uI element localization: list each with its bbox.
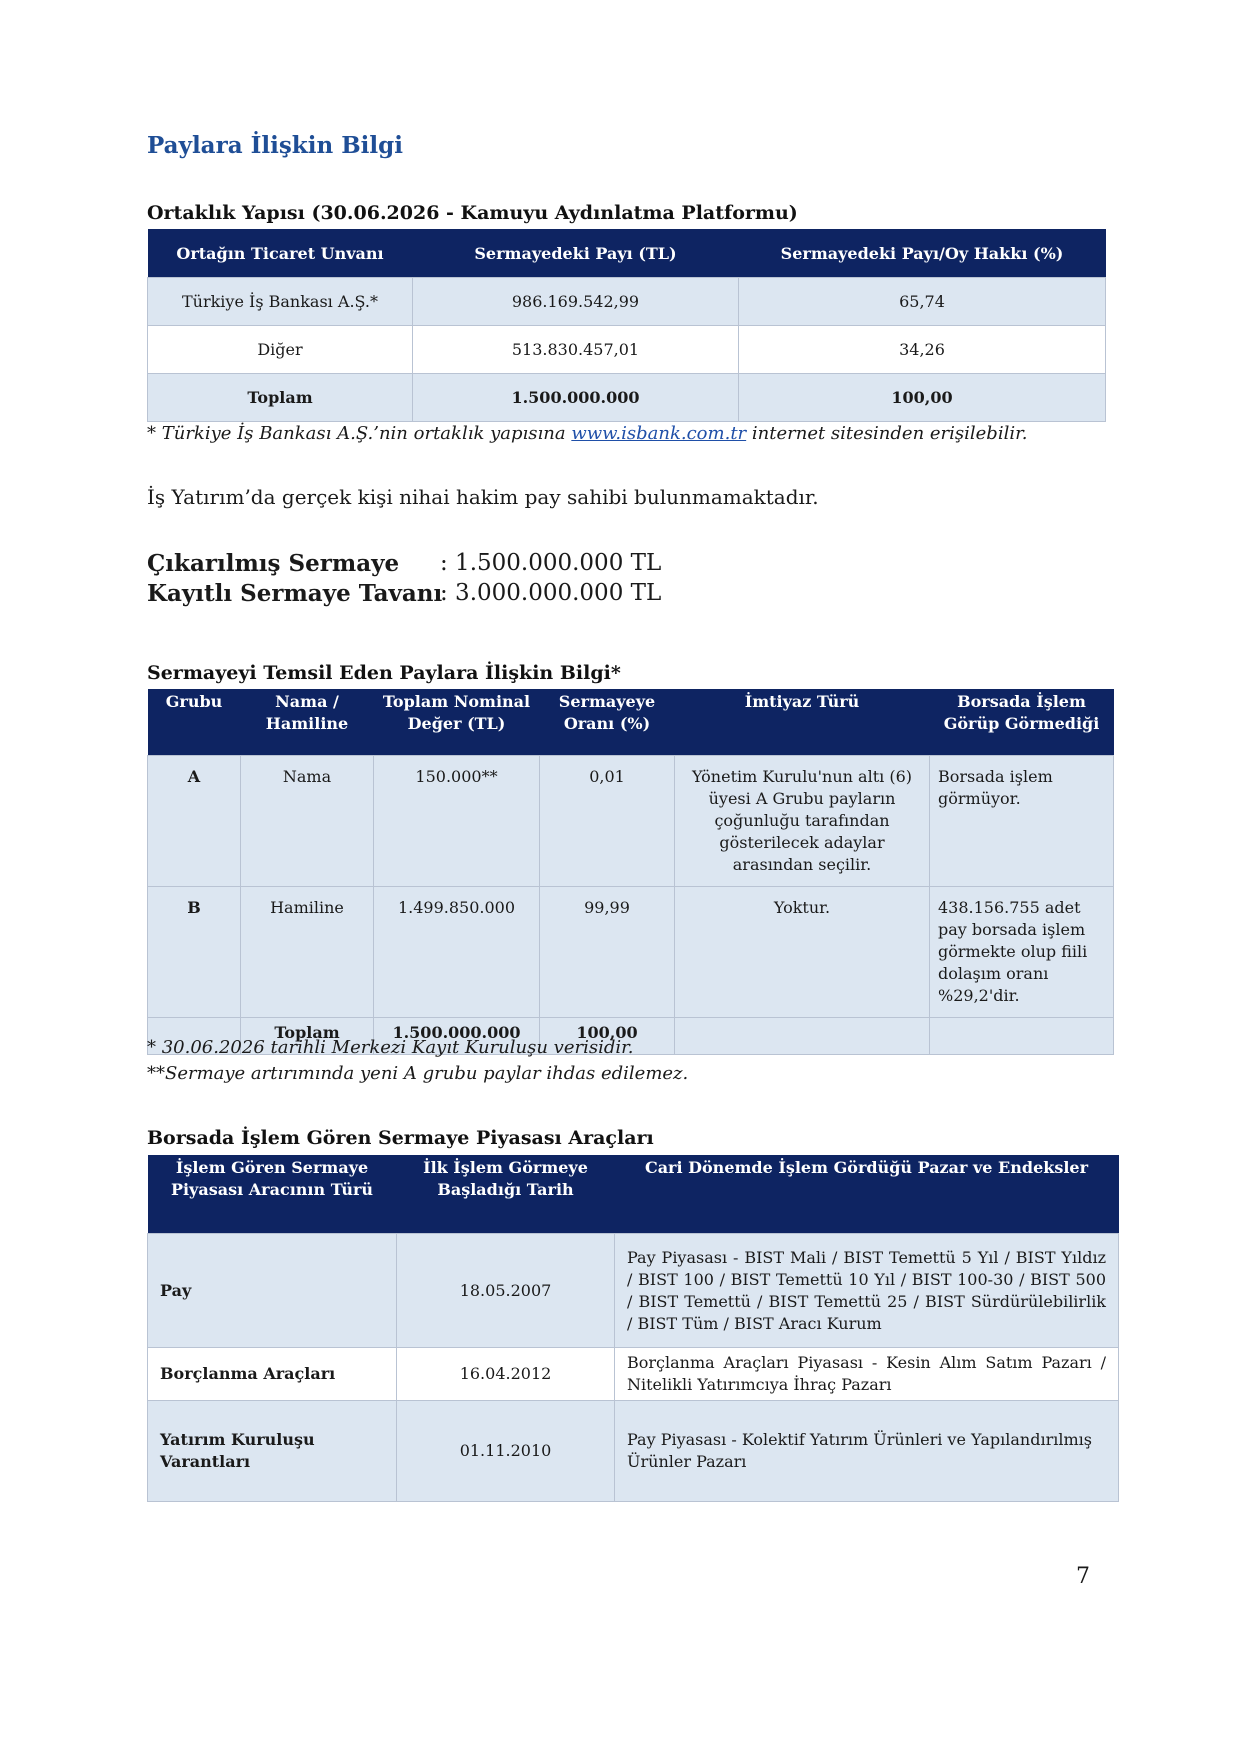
- table-cell: Borçlanma Araçları Piyasası - Kesin Alım Satım Pazarı / Nitelikli Yatırımcıya İhraç Pazarı: [615, 1348, 1119, 1401]
- column-header: İmtiyaz Türü: [675, 689, 930, 756]
- shares-table: [147, 689, 1114, 1055]
- column-header: Toplam Nominal Değer (TL): [374, 689, 540, 756]
- table-cell: 18.05.2007: [397, 1234, 615, 1348]
- issued-capital-label: Çıkarılmış Sermaye: [147, 550, 400, 577]
- table-cell: Borsada işlem görmüyor.: [930, 756, 1114, 887]
- table-cell: Hamiline: [241, 887, 374, 1018]
- registered-capital-label: Kayıtlı Sermaye Tavanı: [147, 580, 443, 607]
- table-cell: 65,74: [739, 278, 1106, 326]
- table-cell: [675, 1018, 930, 1055]
- table-row: [148, 1234, 1119, 1348]
- table-cell: B: [148, 887, 241, 1018]
- page-number: 7: [1076, 1564, 1090, 1589]
- table-header-row: [148, 229, 1106, 278]
- registered-capital-value: : 3.000.000.000 TL: [440, 580, 662, 606]
- table-cell: 100,00: [739, 374, 1106, 422]
- table-cell: 100,00: [540, 1018, 675, 1055]
- column-header: Grubu: [148, 689, 241, 756]
- table-cell: Pay Piyasası - BIST Mali / BIST Temettü 5 Yıl / BIST Yıldız / BIST 100 / BIST Temettü 10 Yıl / BIST 100-30 / BIST 500 / BIST Temettü / BIST Temettü 25 / BIST Sürdürülebilirlik / BIST Tüm / BIST Aracı Kurum: [615, 1234, 1119, 1348]
- table-row: [148, 326, 1106, 374]
- table-cell: 99,99: [540, 887, 675, 1018]
- table-cell: Nama: [241, 756, 374, 887]
- table-cell: 1.499.850.000: [374, 887, 540, 1018]
- table-cell: 438.156.755 adet pay borsada işlem görmekte olup fiili dolaşım oranı %29,2'dir.: [930, 887, 1114, 1018]
- table-header-row: [148, 689, 1114, 756]
- issued-capital-value: : 1.500.000.000 TL: [440, 550, 662, 576]
- table-cell: Yoktur.: [675, 887, 930, 1018]
- table-row: [148, 887, 1114, 1018]
- column-header: İşlem Gören Sermaye Piyasası Aracının Türü: [148, 1155, 397, 1234]
- isbank-link[interactable]: www.isbank.com.tr: [571, 423, 747, 444]
- column-header: Cari Dönemde İşlem Gördüğü Pazar ve Endeksler: [615, 1155, 1119, 1234]
- column-header: Ortağın Ticaret Unvanı: [148, 229, 413, 278]
- table-cell: [930, 1018, 1114, 1055]
- ownership-table: [147, 229, 1106, 422]
- note-text: internet sitesinden erişilebilir.: [751, 423, 1028, 444]
- shares-note-1: * 30.06.2026 tarihli Merkezi Kayıt Kuruluşu verisidir.: [147, 1037, 634, 1058]
- shares-note-2: **Sermaye artırımında yeni A grubu paylar ihdas edilemez.: [147, 1063, 689, 1084]
- table-cell: 01.11.2010: [397, 1401, 615, 1502]
- column-header: Sermayedeki Payı (TL): [413, 229, 739, 278]
- column-header: Sermayedeki Payı/Oy Hakkı (%): [739, 229, 1106, 278]
- note-text: * Türkiye İş Bankası A.Ş.’nin ortaklık yapısına: [147, 423, 566, 444]
- table-total-row: [148, 374, 1106, 422]
- table-cell: 1.500.000.000: [374, 1018, 540, 1055]
- table-cell: Türkiye İş Bankası A.Ş.*: [148, 278, 413, 326]
- instruments-table: [147, 1155, 1119, 1502]
- shares-title: Sermayeyi Temsil Eden Paylara İlişkin Bilgi*: [147, 662, 621, 684]
- column-header: Borsada İşlem Görüp Görmediği: [930, 689, 1114, 756]
- table-row: [148, 278, 1106, 326]
- table-row: [148, 756, 1114, 887]
- table-row: [148, 1348, 1119, 1401]
- ultimate-owner-statement: İş Yatırım’da gerçek kişi nihai hakim pay sahibi bulunmamaktadır.: [147, 485, 819, 509]
- table-cell: 150.000**: [374, 756, 540, 887]
- table-cell: Toplam: [148, 374, 413, 422]
- column-header: İlk İşlem Görmeye Başladığı Tarih: [397, 1155, 615, 1234]
- table-cell: Yatırım Kuruluşu Varantları: [148, 1401, 397, 1502]
- table-cell: 16.04.2012: [397, 1348, 615, 1401]
- ownership-title: Ortaklık Yapısı (30.06.2026 - Kamuyu Aydınlatma Platformu): [147, 202, 798, 224]
- column-header: Sermayeye Oranı (%): [540, 689, 675, 756]
- table-row: [148, 1401, 1119, 1502]
- table-cell: 1.500.000.000: [413, 374, 739, 422]
- table-cell: 0,01: [540, 756, 675, 887]
- table-cell: 986.169.542,99: [413, 278, 739, 326]
- table-cell: 34,26: [739, 326, 1106, 374]
- table-cell: Borçlanma Araçları: [148, 1348, 397, 1401]
- table-cell: A: [148, 756, 241, 887]
- table-cell: Toplam: [241, 1018, 374, 1055]
- column-header: Nama / Hamiline: [241, 689, 374, 756]
- table-cell: Yönetim Kurulu'nun altı (6) üyesi A Grubu payların çoğunluğu tarafından gösterilecek adaylar arasından seçilir.: [675, 756, 930, 887]
- table-cell: Diğer: [148, 326, 413, 374]
- table-cell: Pay: [148, 1234, 397, 1348]
- table-cell: Pay Piyasası - Kolektif Yatırım Ürünleri ve Yapılandırılmış Ürünler Pazarı: [615, 1401, 1119, 1502]
- instruments-title: Borsada İşlem Gören Sermaye Piyasası Araçları: [147, 1127, 654, 1149]
- page-heading: Paylara İlişkin Bilgi: [147, 132, 403, 159]
- table-cell: 513.830.457,01: [413, 326, 739, 374]
- ownership-note: [147, 423, 1027, 444]
- table-header-row: [148, 1155, 1119, 1234]
